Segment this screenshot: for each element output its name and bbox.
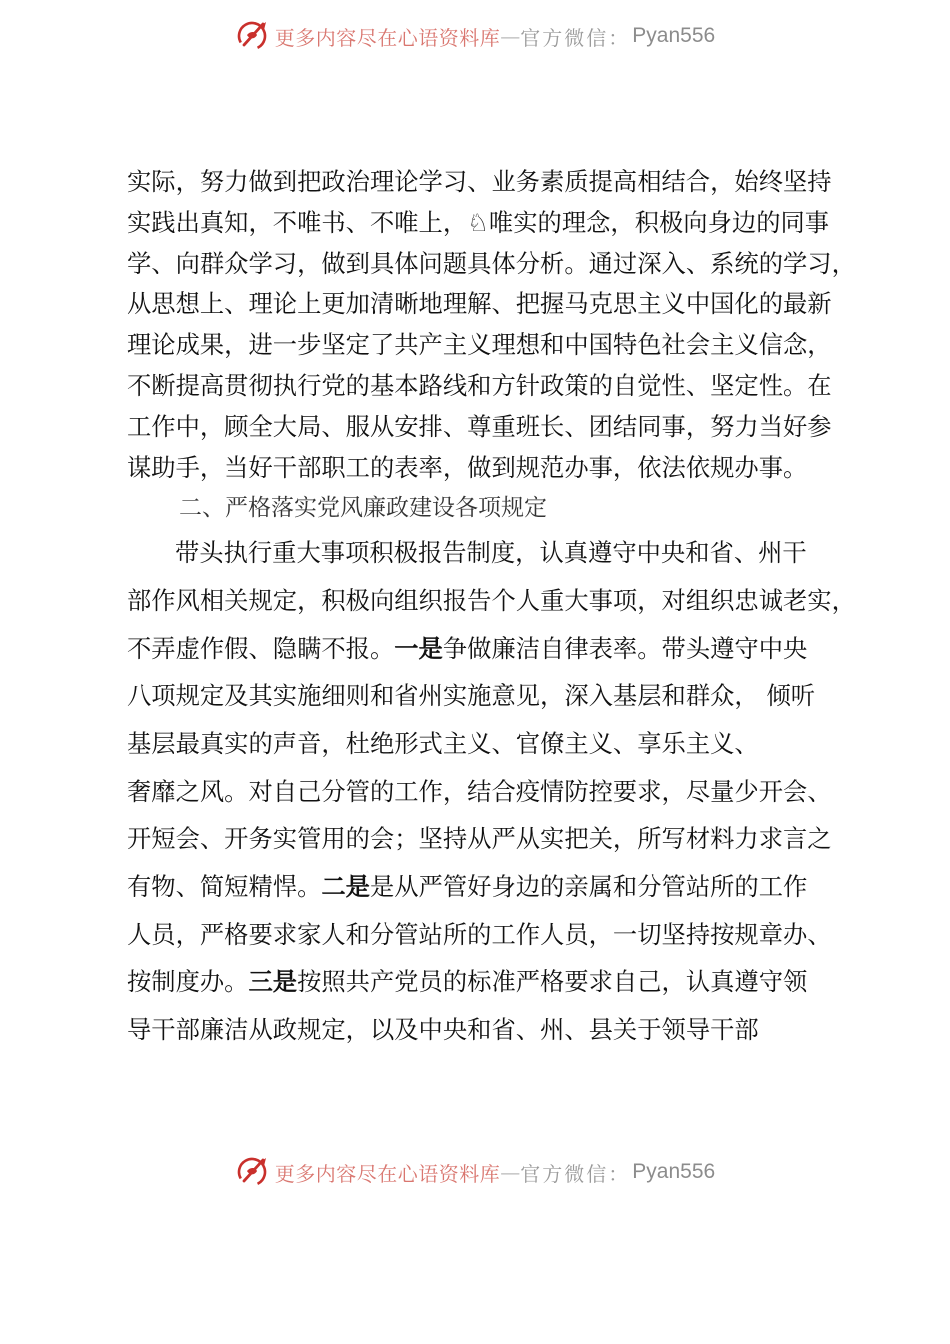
section-heading: 二、严格落实党风廉政建设各项规定 [179,495,547,522]
text-line [127,958,857,1006]
watermark-wechat-id: Pyan556 [632,1160,716,1183]
footer-watermark [0,1152,950,1192]
text-line: 奢靡之风。对自己分管的工作，结合疫情防控要求，尽量少开会、 [127,776,832,806]
watermark-logo-icon [235,18,271,54]
text-line: 实践出真知，不唯书、不唯上，♘唯实的理念，积极向身边的同事 [127,207,830,237]
text-line: 带头执行重大事项积极报告制度，认真遵守中央和省、州干 [175,538,807,568]
text-segment: 不弄虚作假、隐瞒不报。 [127,633,395,663]
text-line: 实际，努力做到把政治理论学习、业务素质提高相结合，始终坚持 [127,167,832,196]
text-line: 人员，严格要求家人和分管站所的工作人员，一切坚持按规章办、 [127,919,832,949]
bold-marker-two: 二是 [321,871,370,901]
text-segment: 有物、简短精悍。 [127,871,322,901]
watermark-wechat-label: 官方微信： [520,1161,631,1186]
watermark-logo-icon [235,1154,271,1190]
text-line: 基层最真实的声音，杜绝形式主义、官僚主义、享乐主义、 [127,728,759,758]
text-line [127,625,857,673]
paragraph-1 [127,162,857,488]
watermark-wechat-label: 官方微信： [520,25,631,50]
text-line [127,863,857,911]
text-segment: 按制度办。 [127,967,249,997]
text-line: 部作风相关规定，积极向组织报告个人重大事项，对组织忠诚老实， [127,585,856,615]
text-segment: 是从严管好身边的亲属和分管站所的工作 [369,871,808,901]
text-line: 工作中，顾全大局、服从安排、尊重班长、团结同事，努力当好参 [127,411,832,441]
paragraph-2 [127,529,857,1054]
bold-marker-three: 三是 [248,967,298,997]
watermark-wechat-id: Pyan556 [632,24,716,47]
text-line: 导干部廉洁从政规定，以及中央和省、州、县关于领导干部 [127,1015,759,1045]
header-watermark [0,16,950,56]
text-segment: 争做廉洁自律表率。带头遵守中央 [442,633,808,663]
text-segment: 按照共产党员的标准严格要求自己，认真遵守领 [297,967,808,997]
watermark-separator: — [500,24,521,48]
text-line: 八项规定及其实施细则和省州实施意见，深入基层和群众， 倾听 [127,681,816,711]
text-line: 开短会、开务实管用的会；坚持从严从实把关，所写材料力求言之 [127,824,832,854]
document-body [127,162,857,1054]
watermark-separator: — [500,1160,521,1184]
watermark-site-text: 更多内容尽在心语资料库 [274,1161,501,1186]
text-line: 不断提高贯彻执行党的基本路线和方针政策的自觉性、坚定性。在 [127,370,832,400]
text-line: 学、向群众学习，做到具体问题具体分析。通过深入、系统的学习， [127,248,856,278]
text-line: 从思想上、理论上更加清晰地理解、把握马克思主义中国化的最新 [127,289,832,319]
watermark-site-text: 更多内容尽在心语资料库 [274,25,501,50]
bold-marker-one: 一是 [394,633,443,663]
text-line: 谋助手，当好干部职工的表率，做到规范办事，依法依规办事。 [127,452,808,482]
text-line: 理论成果，进一步坚定了共产主义理想和中国特色社会主义信念， [127,330,832,360]
